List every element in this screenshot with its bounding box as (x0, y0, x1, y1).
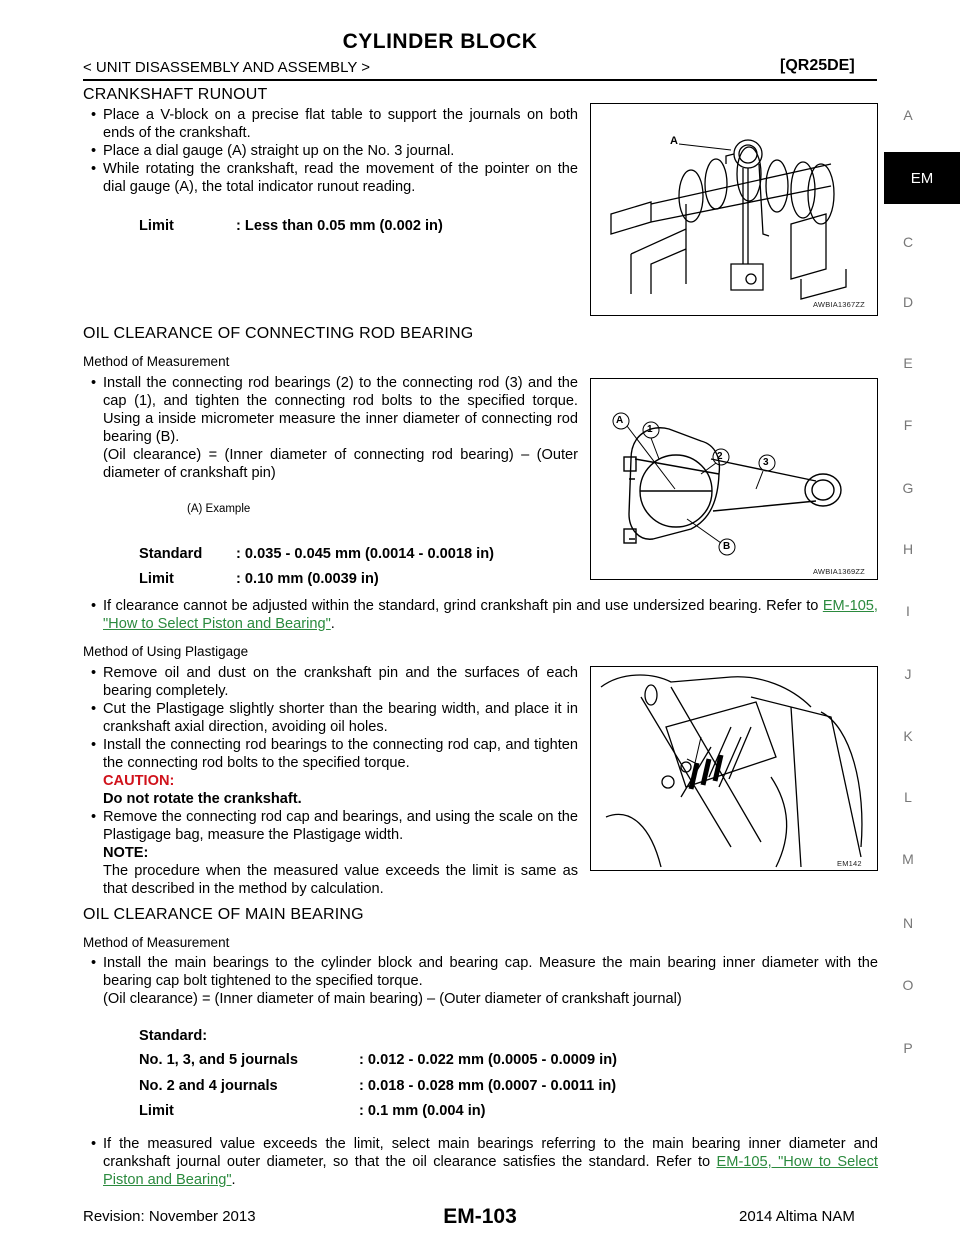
connecting-rod-illustration (591, 379, 876, 578)
index-letter[interactable]: A (903, 107, 913, 123)
main-steps (83, 954, 878, 1008)
caution-text: Do not rotate the crankshaft. (103, 791, 302, 807)
index-letter[interactable]: E (903, 355, 913, 371)
model-tag: [QR25DE] (780, 57, 855, 74)
connecting-rod-figure (590, 378, 878, 580)
step-text: Install the connecting rod bearings to the connecting rod cap, and tighten the connecting rod bolts to the specified torque. (103, 737, 578, 771)
figure-label-a: A (616, 415, 624, 426)
index-letter[interactable]: D (902, 294, 914, 310)
step-text: Remove the connecting rod cap and bearings, and using the scale on the Plastigage bag, measure the Plastigage width. (103, 809, 578, 843)
note-label: NOTE: (103, 845, 149, 861)
vehicle-model: 2014 Altima NAM (739, 1208, 855, 1225)
exceed-note (83, 1135, 878, 1189)
conrod-limit-label: Limit (139, 571, 174, 587)
index-letter[interactable]: N (902, 915, 914, 931)
spec-row-label: Limit (139, 1103, 174, 1119)
figure-code: AWBIA1369ZZ (813, 567, 865, 576)
figure-label-b: B (723, 541, 731, 552)
list-item: • Place a dial gauge (A) straight up on the No. 3 journal. (83, 142, 578, 160)
section-heading-conrod: OIL CLEARANCE OF CONNECTING ROD BEARING (83, 325, 474, 342)
list-item: • Place a V-block on a precise flat table to support the journals on both ends of the crankshaft. (83, 106, 578, 142)
plastigage-illustration (591, 667, 876, 869)
method-heading: Method of Using Plastigage (83, 644, 249, 659)
index-letter[interactable]: P (903, 1040, 913, 1056)
index-letter[interactable]: O (902, 977, 914, 993)
runout-steps (83, 106, 578, 196)
spec-row-label: No. 2 and 4 journals (139, 1078, 278, 1094)
note-text: The procedure when the measured value exceeds the limit is same as that described in the method by calculation. (103, 863, 578, 897)
period: . (330, 616, 335, 632)
conrod-standard-value: : 0.035 - 0.045 mm (0.0014 - 0.0018 in) (236, 546, 494, 562)
breadcrumb: < UNIT DISASSEMBLY AND ASSEMBLY > (83, 59, 371, 76)
adjust-note (83, 597, 878, 633)
index-letter[interactable]: I (906, 603, 910, 619)
index-letter[interactable]: F (903, 417, 913, 433)
crankshaft-runout-figure (590, 103, 878, 316)
figure-label-a: A (670, 135, 678, 147)
index-letter[interactable]: M (902, 851, 914, 867)
spec-row-label: No. 1, 3, and 5 journals (139, 1052, 298, 1068)
list-item (83, 374, 578, 482)
index-letter[interactable]: C (902, 234, 914, 250)
list-item (83, 736, 578, 808)
list-item: • Remove oil and dust on the crankshaft pin and the surfaces of each bearing completely. (83, 664, 578, 700)
list-item (83, 954, 878, 1008)
main-standard-label: Standard: (139, 1028, 208, 1044)
conrod-formula: (Oil clearance) = (Inner diameter of connecting rod bearing) – (Outer diameter of crankshaft pin) (103, 447, 578, 481)
page-number: EM-103 (443, 1205, 517, 1228)
method-heading: Method of Measurement (83, 354, 230, 369)
plastigage-figure (590, 666, 878, 871)
example-note: (A) Example (187, 503, 251, 515)
runout-limit-label: Limit (139, 218, 174, 234)
index-letter[interactable]: J (904, 666, 912, 682)
exceed-text: If the measured value exceeds the limit, select main bearings referring to the main bearing inner diameter and crankshaft journal outer diameter, so that the oil clearance satisfies the standard. Refer to (103, 1136, 878, 1170)
conrod-limit-value: : 0.10 mm (0.0039 in) (236, 571, 379, 587)
section-heading-runout: CRANKSHAFT RUNOUT (83, 86, 268, 103)
reference-link[interactable]: EM-105, "How to Select Piston and Bearing" (103, 598, 878, 632)
reference-link[interactable]: EM-105, "How to Select Piston and Bearing" (103, 1154, 878, 1188)
caution-label: CAUTION: (103, 773, 175, 789)
figure-label-3: 3 (763, 457, 769, 468)
index-letter[interactable]: K (903, 728, 913, 744)
index-letter[interactable]: L (904, 789, 912, 805)
runout-limit-value: : Less than 0.05 mm (0.002 in) (236, 218, 443, 234)
adjust-text: If clearance cannot be adjusted within the standard, grind crankshaft pin and use undersized bearing. Refer to (103, 598, 819, 614)
list-item: • Cut the Plastigage slightly shorter than the bearing width, and place it in crankshaft axial direction, avoiding oil holes. (83, 700, 578, 736)
conrod-steps (83, 374, 578, 482)
tab-em[interactable]: EM (884, 152, 960, 204)
crankshaft-illustration (591, 104, 876, 314)
list-item: • While rotating the crankshaft, read the movement of the pointer on the dial gauge (A), the total indicator runout reading. (83, 160, 578, 196)
page-title: CYLINDER BLOCK (342, 30, 538, 53)
conrod-standard-label: Standard (139, 546, 203, 562)
list-item (83, 808, 578, 898)
main-formula: (Oil clearance) = (Inner diameter of main bearing) – (Outer diameter of crankshaft journal) (103, 991, 682, 1007)
section-heading-main: OIL CLEARANCE OF MAIN BEARING (83, 906, 364, 923)
list-item (83, 597, 878, 633)
spec-row-value: : 0.012 - 0.022 mm (0.0005 - 0.0009 in) (359, 1052, 617, 1068)
plastigage-steps (83, 664, 578, 898)
method-heading: Method of Measurement (83, 935, 230, 950)
figure-code: AWBIA1367ZZ (813, 300, 865, 309)
conrod-step-text: Install the connecting rod bearings (2) to the connecting rod (3) and the cap (1), and tighten the connecting rod bolts to the specified torque. Using a inside micrometer measure the inner diameter of connecting rod bearing (B). (103, 375, 578, 445)
spec-row-value: : 0.1 mm (0.004 in) (359, 1103, 486, 1119)
main-step-text: Install the main bearings to the cylinder block and bearing cap. Measure the main bearing inner diameter with the bearing cap bolt tightened to the specified torque. (103, 955, 878, 989)
figure-label-2: 2 (717, 451, 723, 462)
period: . (231, 1172, 236, 1188)
revision-date: Revision: November 2013 (83, 1208, 256, 1225)
index-letter[interactable]: H (902, 541, 914, 557)
figure-code: EM142 (837, 859, 862, 868)
spec-row-value: : 0.018 - 0.028 mm (0.0007 - 0.0011 in) (359, 1078, 617, 1094)
list-item (83, 1135, 878, 1189)
figure-label-1: 1 (647, 424, 653, 435)
index-letter[interactable]: G (902, 480, 914, 496)
header-divider (83, 79, 877, 81)
